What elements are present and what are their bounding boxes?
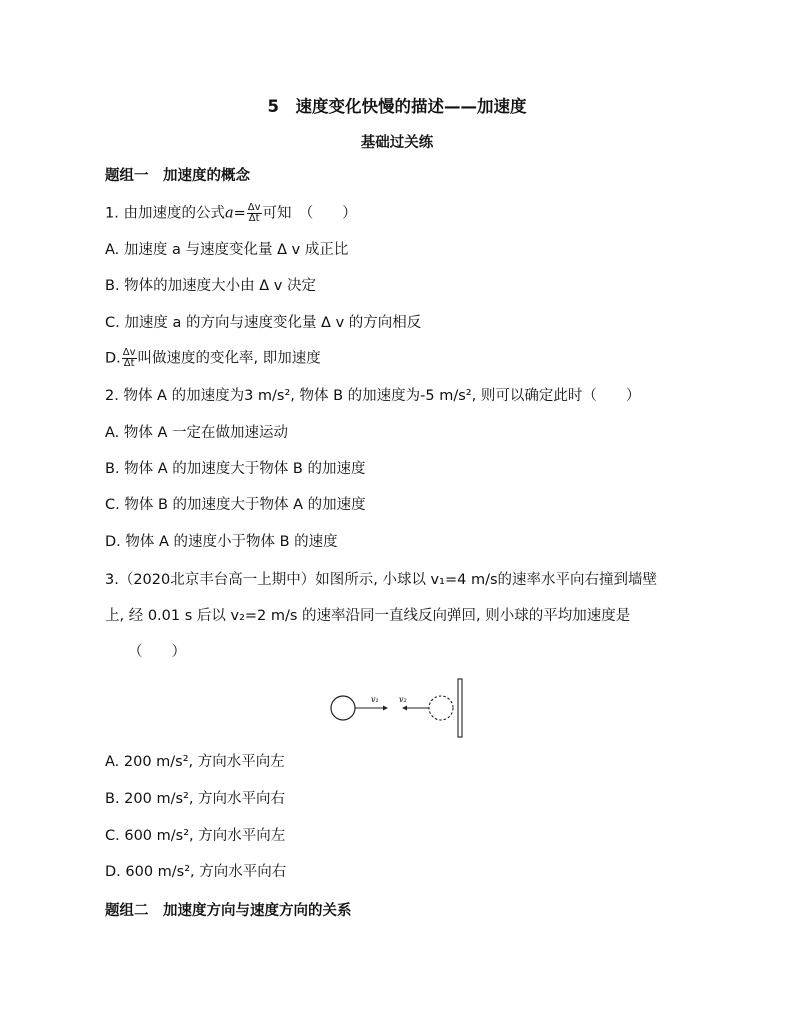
formula-fraction	[247, 203, 262, 224]
wall	[458, 679, 462, 737]
question-1-stem-prefix: 1. 由加速度的公式	[105, 205, 225, 222]
question-2-option-c: C. 物体 B 的加速度大于物体 A 的加速度	[105, 497, 366, 513]
ball-before	[331, 696, 355, 720]
group-heading-2: 题组二 加速度方向与速度方向的关系	[105, 903, 352, 919]
question-1-option-b: B. 物体的加速度大小由 Δ v 决定	[105, 278, 316, 294]
formula-a: a	[224, 205, 234, 222]
question-2-stem: 2. 物体 A 的加速度为3 m/s², 物体 B 的加速度为-5 m/s², 则可以确定此时（ ）	[105, 388, 641, 404]
question-3-stem-line-2: 上, 经 0.01 s 后以 v₂=2 m/s 的速率沿同一直线反向弹回, 则小球的平均加速度是	[105, 608, 631, 624]
question-2-option-d: D. 物体 A 的速度小于物体 B 的速度	[105, 534, 338, 550]
arrowhead-right-icon	[383, 706, 388, 711]
option-d-fraction	[122, 348, 137, 369]
ball-wall-diagram	[325, 677, 470, 739]
question-3-option-a: A. 200 m/s², 方向水平向左	[105, 754, 285, 770]
question-1-option-c: C. 加速度 a 的方向与速度变化量 Δ v 的方向相反	[105, 315, 422, 331]
question-2-option-b: B. 物体 A 的加速度大于物体 B 的加速度	[105, 461, 366, 477]
group-heading-1: 题组一 加速度的概念	[105, 168, 250, 184]
arrowhead-left-icon	[402, 706, 407, 711]
question-3-stem-line-1: 3.（2020北京丰台高一上期中）如图所示, 小球以 v₁=4 m/s的速率水平向右撞到墙壁	[105, 572, 658, 588]
fraction-denominator: Δt	[123, 358, 135, 369]
question-1-option-a: A. 加速度 a 与速度变化量 Δ v 成正比	[105, 242, 349, 258]
question-3-option-c: C. 600 m/s², 方向水平向左	[105, 828, 286, 844]
fraction-numerator: Δv	[247, 202, 261, 213]
question-3-option-b: B. 200 m/s², 方向水平向右	[105, 791, 286, 807]
option-d-suffix: 叫做速度的变化率, 即加速度	[137, 350, 321, 367]
fraction-numerator: Δv	[122, 347, 136, 358]
ball-after	[429, 696, 453, 720]
fraction-denominator: Δt	[248, 213, 260, 224]
question-1-option-d	[105, 348, 321, 369]
formula-eq: =	[233, 205, 246, 222]
page-title: 5 速度变化快慢的描述——加速度	[267, 97, 527, 116]
question-1-stem-suffix: 可知 （ ）	[262, 205, 357, 222]
question-2-option-a: A. 物体 A 一定在做加速运动	[105, 425, 289, 441]
option-d-prefix: D.	[105, 350, 121, 367]
question-3-stem-line-3: （ ）	[128, 644, 186, 660]
label-v1: v₁	[371, 695, 379, 704]
question-1-stem	[105, 203, 357, 224]
question-3-option-d: D. 600 m/s², 方向水平向右	[105, 864, 287, 880]
section-subtitle: 基础过关练	[360, 135, 434, 151]
label-v2: v₂	[399, 695, 407, 704]
